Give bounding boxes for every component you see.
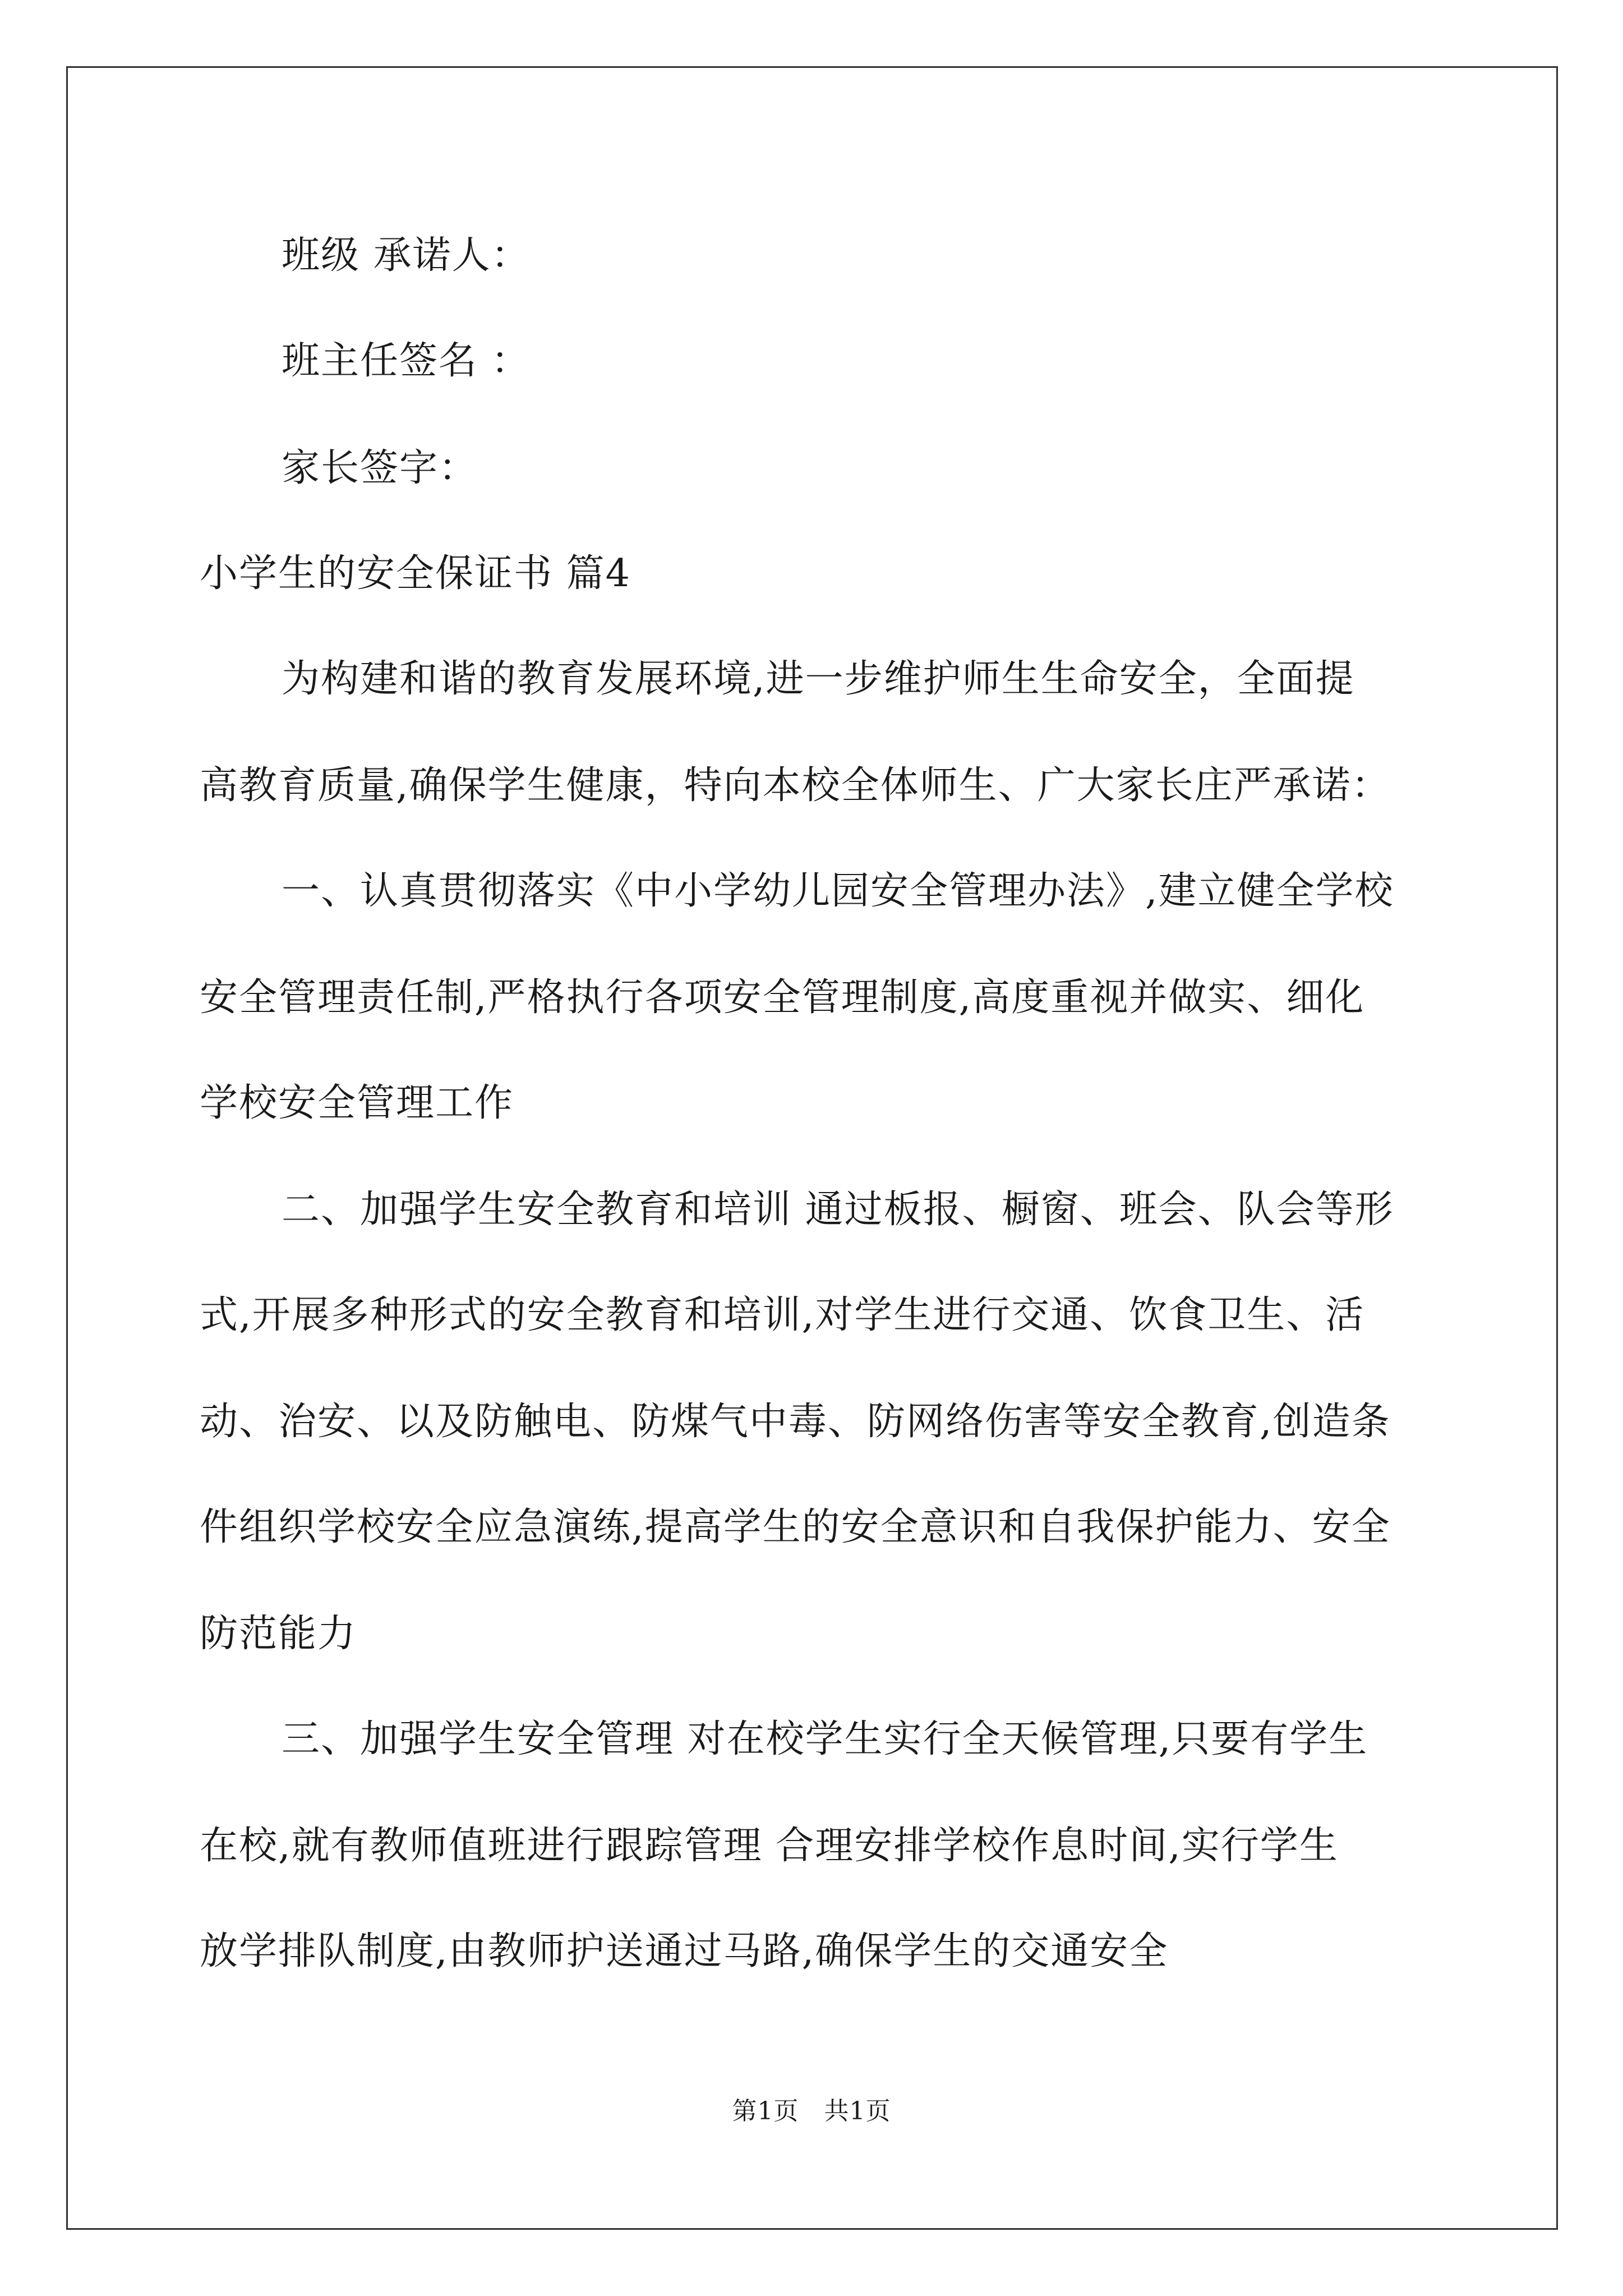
paragraph-line: 高教育质量,确保学生健康，特向本校全体师生、广大家长庄严承诺：: [200, 763, 1391, 808]
paragraph-line: 一、认真贯彻落实《中小学幼儿园安全管理办法》,建立健全学校: [282, 869, 1394, 913]
paragraph-line: 件组织学校安全应急演练,提高学生的安全意识和自我保护能力、安全: [200, 1505, 1391, 1549]
paragraph-line: 式,开展多种形式的安全教育和培训,对学生进行交通、饮食卫生、活: [200, 1293, 1365, 1337]
page-indicator: 第1页 共1页: [732, 2097, 891, 2125]
paragraph-line: 三、加强学生安全管理 对在校学生实行全天候管理,只要有学生: [282, 1717, 1368, 1761]
section-title: 小学生的安全保证书 篇4: [200, 551, 631, 596]
paragraph-line: 放学排队制度,由教师护送通过马路,确保学生的交通安全: [200, 1929, 1169, 1973]
head-teacher-signature-line: 班主任签名 ：: [282, 339, 531, 383]
paragraph-line: 安全管理责任制,严格执行各项安全管理制度,高度重视并做实、细化: [200, 976, 1365, 1020]
paragraph-line: 二、加强学生安全教育和培训 通过板报、橱窗、班会、队会等形: [282, 1188, 1394, 1232]
paragraph-line: 为构建和谐的教育发展环境,进一步维护师生生命安全，全面提: [282, 657, 1355, 701]
class-and-pledger-line: 班级 承诺人：: [282, 233, 531, 278]
paragraph-line: 在校,就有教师值班进行跟踪管理 合理安排学校作息时间,实行学生: [200, 1824, 1339, 1868]
paragraph-line: 学校安全管理工作: [200, 1081, 514, 1125]
paragraph-line: 动、治安、以及防触电、防煤气中毒、防网络伤害等安全教育,创造条: [200, 1400, 1391, 1444]
page-frame: [66, 66, 1558, 2230]
parent-signature-line: 家长签字：: [282, 446, 478, 490]
paragraph-line: 防范能力: [200, 1612, 357, 1656]
